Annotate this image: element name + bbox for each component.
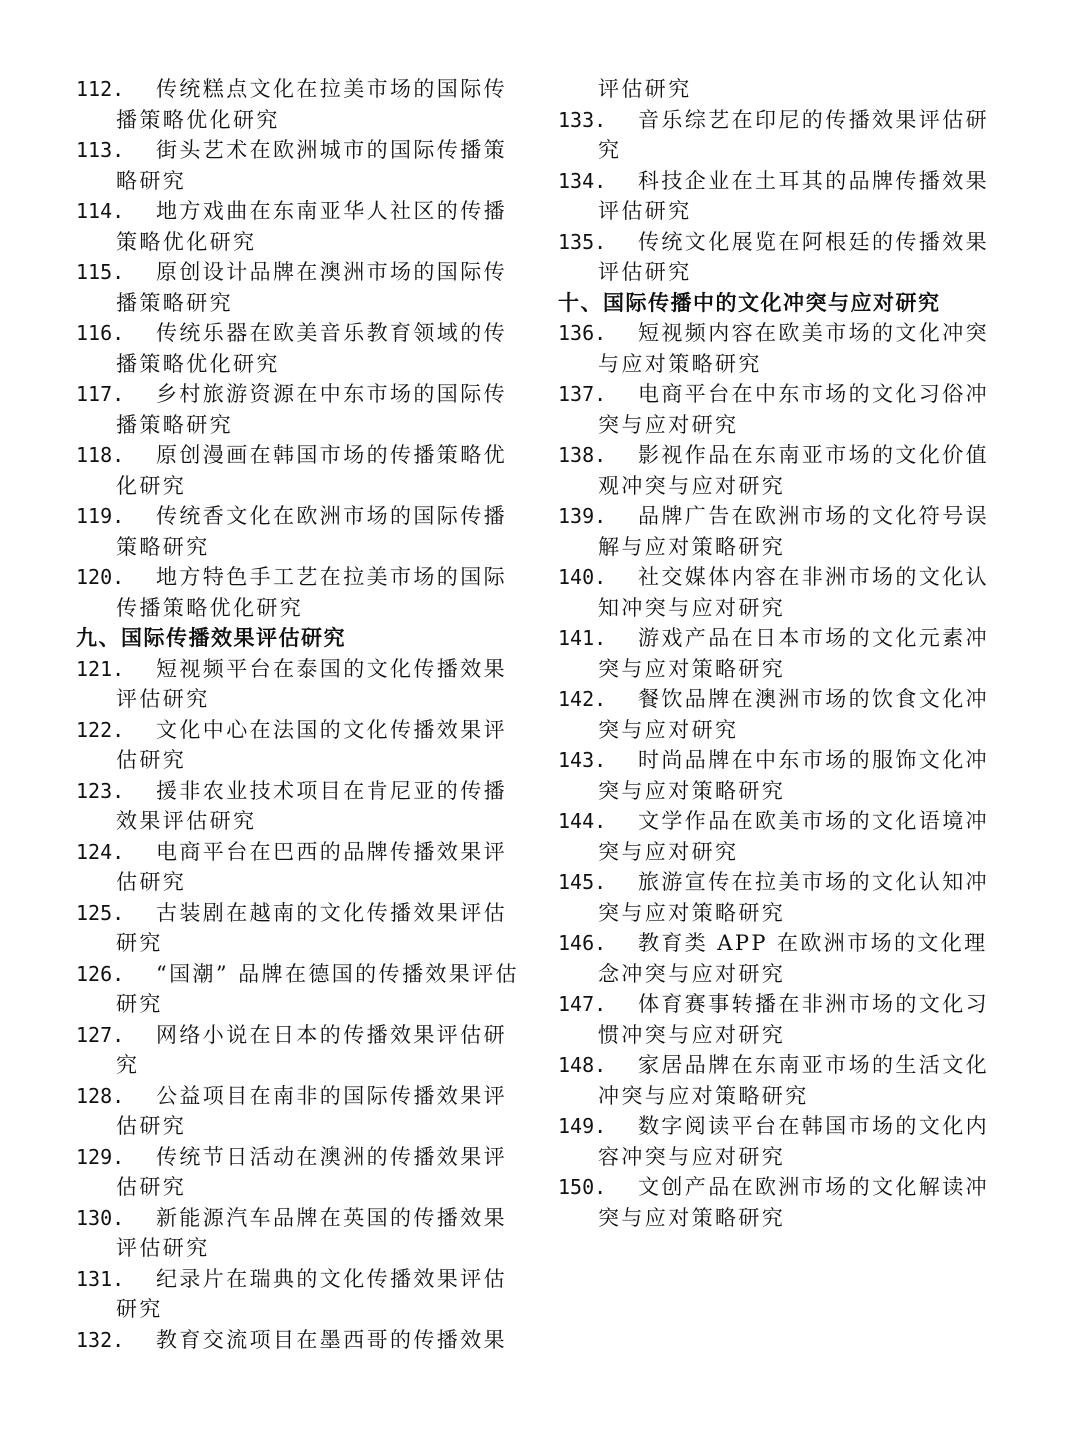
item-title: 新能源汽车品牌在英国的传播效果评估研究: [116, 1205, 507, 1260]
list-item: [76, 1142, 524, 1203]
item-title: 品牌广告在欧洲市场的文化符号误解与应对策略研究: [598, 504, 989, 559]
list-item: [558, 867, 1006, 928]
list-item: [76, 74, 524, 135]
list-item: [76, 1203, 524, 1264]
item-number: 121.: [76, 656, 125, 681]
item-title: “国潮” 品牌在德国的传播效果评估研究: [116, 961, 519, 1016]
item-number: 147.: [558, 992, 607, 1016]
list-item: [76, 1081, 524, 1142]
item-number: 119.: [76, 504, 125, 528]
list-item: [76, 654, 524, 715]
item-title: 文创产品在欧洲市场的文化解读冲突与应对策略研究: [598, 1175, 989, 1230]
section-heading-10: 十、国际传播中的文化冲突与应对研究: [558, 290, 941, 315]
item-number: 131.: [76, 1266, 125, 1291]
item-title: 乡村旅游资源在中东市场的国际传播策略研究: [116, 382, 507, 437]
list-item: [76, 1264, 524, 1325]
list-item: [558, 989, 1006, 1050]
item-number: 135.: [558, 229, 607, 254]
list-item: [76, 379, 524, 440]
item-title: 原创漫画在韩国市场的传播策略优化研究: [116, 443, 507, 498]
item-title: 文学作品在欧美市场的文化语境冲突与应对研究: [598, 809, 989, 864]
item-number: 148.: [558, 1053, 607, 1077]
item-title: 体育赛事转播在非洲市场的文化习惯冲突与应对研究: [598, 992, 989, 1047]
item-number: 115.: [76, 260, 125, 284]
item-number: 122.: [76, 717, 125, 742]
item-title: 游戏产品在日本市场的文化元素冲突与应对策略研究: [598, 626, 989, 681]
list-item: [558, 684, 1006, 745]
item-number: 134.: [558, 168, 607, 193]
list-item: [558, 1172, 1006, 1233]
item-number: 130.: [76, 1205, 125, 1230]
list-item: [76, 501, 524, 562]
item-title: 援非农业技术项目在肯尼亚的传播效果评估研究: [116, 778, 507, 833]
item-number: 149.: [558, 1114, 607, 1138]
list-item: [76, 776, 524, 837]
item-title: 影视作品在东南亚市场的文化价值观冲突与应对研究: [598, 443, 989, 498]
item-number: 126.: [76, 961, 125, 986]
list-item: [558, 562, 1006, 623]
item-number: 128.: [76, 1083, 125, 1108]
item-title: 网络小说在日本的传播效果评估研究: [116, 1022, 507, 1077]
item-title: 电商平台在巴西的品牌传播效果评估研究: [116, 839, 507, 894]
item-number: 141.: [558, 626, 607, 650]
list-item: [76, 318, 524, 379]
list-item: [76, 135, 524, 196]
item-title: 传统节日活动在澳洲的传播效果评估研究: [116, 1144, 507, 1199]
list-item: [76, 1020, 524, 1081]
item-title: 餐饮品牌在澳洲市场的饮食文化冲突与应对研究: [598, 687, 989, 742]
item-number: 125.: [76, 900, 125, 925]
item-title: 科技企业在土耳其的品牌传播效果评估研究: [598, 168, 989, 223]
item-number: 140.: [558, 565, 607, 589]
list-item: [76, 715, 524, 776]
item-number: 113.: [76, 138, 125, 162]
item-title: 音乐综艺在印尼的传播效果评估研究: [598, 107, 989, 162]
item-title: 传统乐器在欧美音乐教育领域的传播策略优化研究: [116, 321, 507, 376]
item-title: 电商平台在中东市场的文化习俗冲突与应对研究: [598, 382, 989, 437]
item-continuation: 评估研究: [598, 77, 692, 101]
item-title: 文化中心在法国的文化传播效果评估研究: [116, 717, 507, 772]
item-number: 127.: [76, 1022, 125, 1047]
section-heading-9: 九、国际传播效果评估研究: [76, 626, 346, 650]
list-item: [558, 1111, 1006, 1172]
item-title: 数字阅读平台在韩国市场的文化内容冲突与应对研究: [598, 1114, 989, 1169]
item-number: 112.: [76, 77, 125, 101]
item-title: 传统香文化在欧洲市场的国际传播策略研究: [116, 504, 507, 559]
item-title: 家居品牌在东南亚市场的生活文化冲突与应对策略研究: [598, 1053, 989, 1108]
item-number: 146.: [558, 931, 607, 955]
item-title: 地方戏曲在东南亚华人社区的传播策略优化研究: [116, 199, 507, 254]
item-number: 129.: [76, 1144, 125, 1169]
item-title: 纪录片在瑞典的文化传播效果评估研究: [116, 1266, 507, 1321]
list-item: [558, 105, 1006, 166]
item-title: 地方特色手工艺在拉美市场的国际传播策略优化研究: [116, 565, 507, 620]
item-title: 教育交流项目在墨西哥的传播效果: [156, 1327, 507, 1352]
list-item: [76, 898, 524, 959]
item-number: 144.: [558, 809, 607, 833]
item-title: 短视频内容在欧美市场的文化冲突与应对策略研究: [598, 321, 989, 376]
list-item: [558, 379, 1006, 440]
item-number: 145.: [558, 870, 607, 894]
item-title: 教育类 APP 在欧洲市场的文化理念冲突与应对研究: [598, 931, 988, 986]
item-title: 时尚品牌在中东市场的服饰文化冲突与应对策略研究: [598, 748, 989, 803]
item-number: 143.: [558, 748, 607, 772]
list-item: [76, 1325, 524, 1356]
item-title: 社交媒体内容在非洲市场的文化认知冲突与应对研究: [598, 565, 989, 620]
list-item: [558, 166, 1006, 227]
item-number: 114.: [76, 199, 125, 223]
list-item: [76, 196, 524, 257]
item-title: 原创设计品牌在澳洲市场的国际传播策略研究: [116, 260, 507, 315]
list-item: [558, 745, 1006, 806]
list-item: [558, 928, 1006, 989]
list-item: [76, 837, 524, 898]
item-number: 133.: [558, 107, 607, 132]
item-number: 117.: [76, 382, 125, 406]
item-number: 139.: [558, 504, 607, 528]
left-column: [76, 74, 524, 1355]
list-item: [76, 257, 524, 318]
list-item: [558, 227, 1006, 288]
list-item: [558, 501, 1006, 562]
list-item: [558, 623, 1006, 684]
list-item: [558, 318, 1006, 379]
item-title: 公益项目在南非的国际传播效果评估研究: [116, 1083, 507, 1138]
item-title: 街头艺术在欧洲城市的国际传播策略研究: [116, 138, 507, 193]
item-number: 118.: [76, 443, 125, 467]
item-title: 传统糕点文化在拉美市场的国际传播策略优化研究: [116, 77, 507, 132]
item-number: 124.: [76, 839, 125, 864]
item-title: 古装剧在越南的文化传播效果评估研究: [116, 900, 507, 955]
item-title: 传统文化展览在阿根廷的传播效果评估研究: [598, 229, 989, 284]
list-item: [76, 562, 524, 623]
item-number: 150.: [558, 1175, 607, 1199]
item-number: 116.: [76, 321, 125, 345]
item-number: 120.: [76, 565, 125, 589]
item-number: 136.: [558, 321, 607, 345]
item-number: 137.: [558, 382, 607, 406]
item-number: 138.: [558, 443, 607, 467]
list-item: [558, 806, 1006, 867]
item-title: 旅游宣传在拉美市场的文化认知冲突与应对策略研究: [598, 870, 989, 925]
item-number: 142.: [558, 687, 607, 711]
list-item: [76, 440, 524, 501]
right-column: [558, 74, 1006, 1233]
item-title: 短视频平台在泰国的文化传播效果评估研究: [116, 656, 507, 711]
list-item: [558, 1050, 1006, 1111]
list-item: [76, 959, 524, 1020]
list-item: [558, 440, 1006, 501]
item-number: 123.: [76, 778, 125, 803]
item-number: 132.: [76, 1327, 125, 1352]
